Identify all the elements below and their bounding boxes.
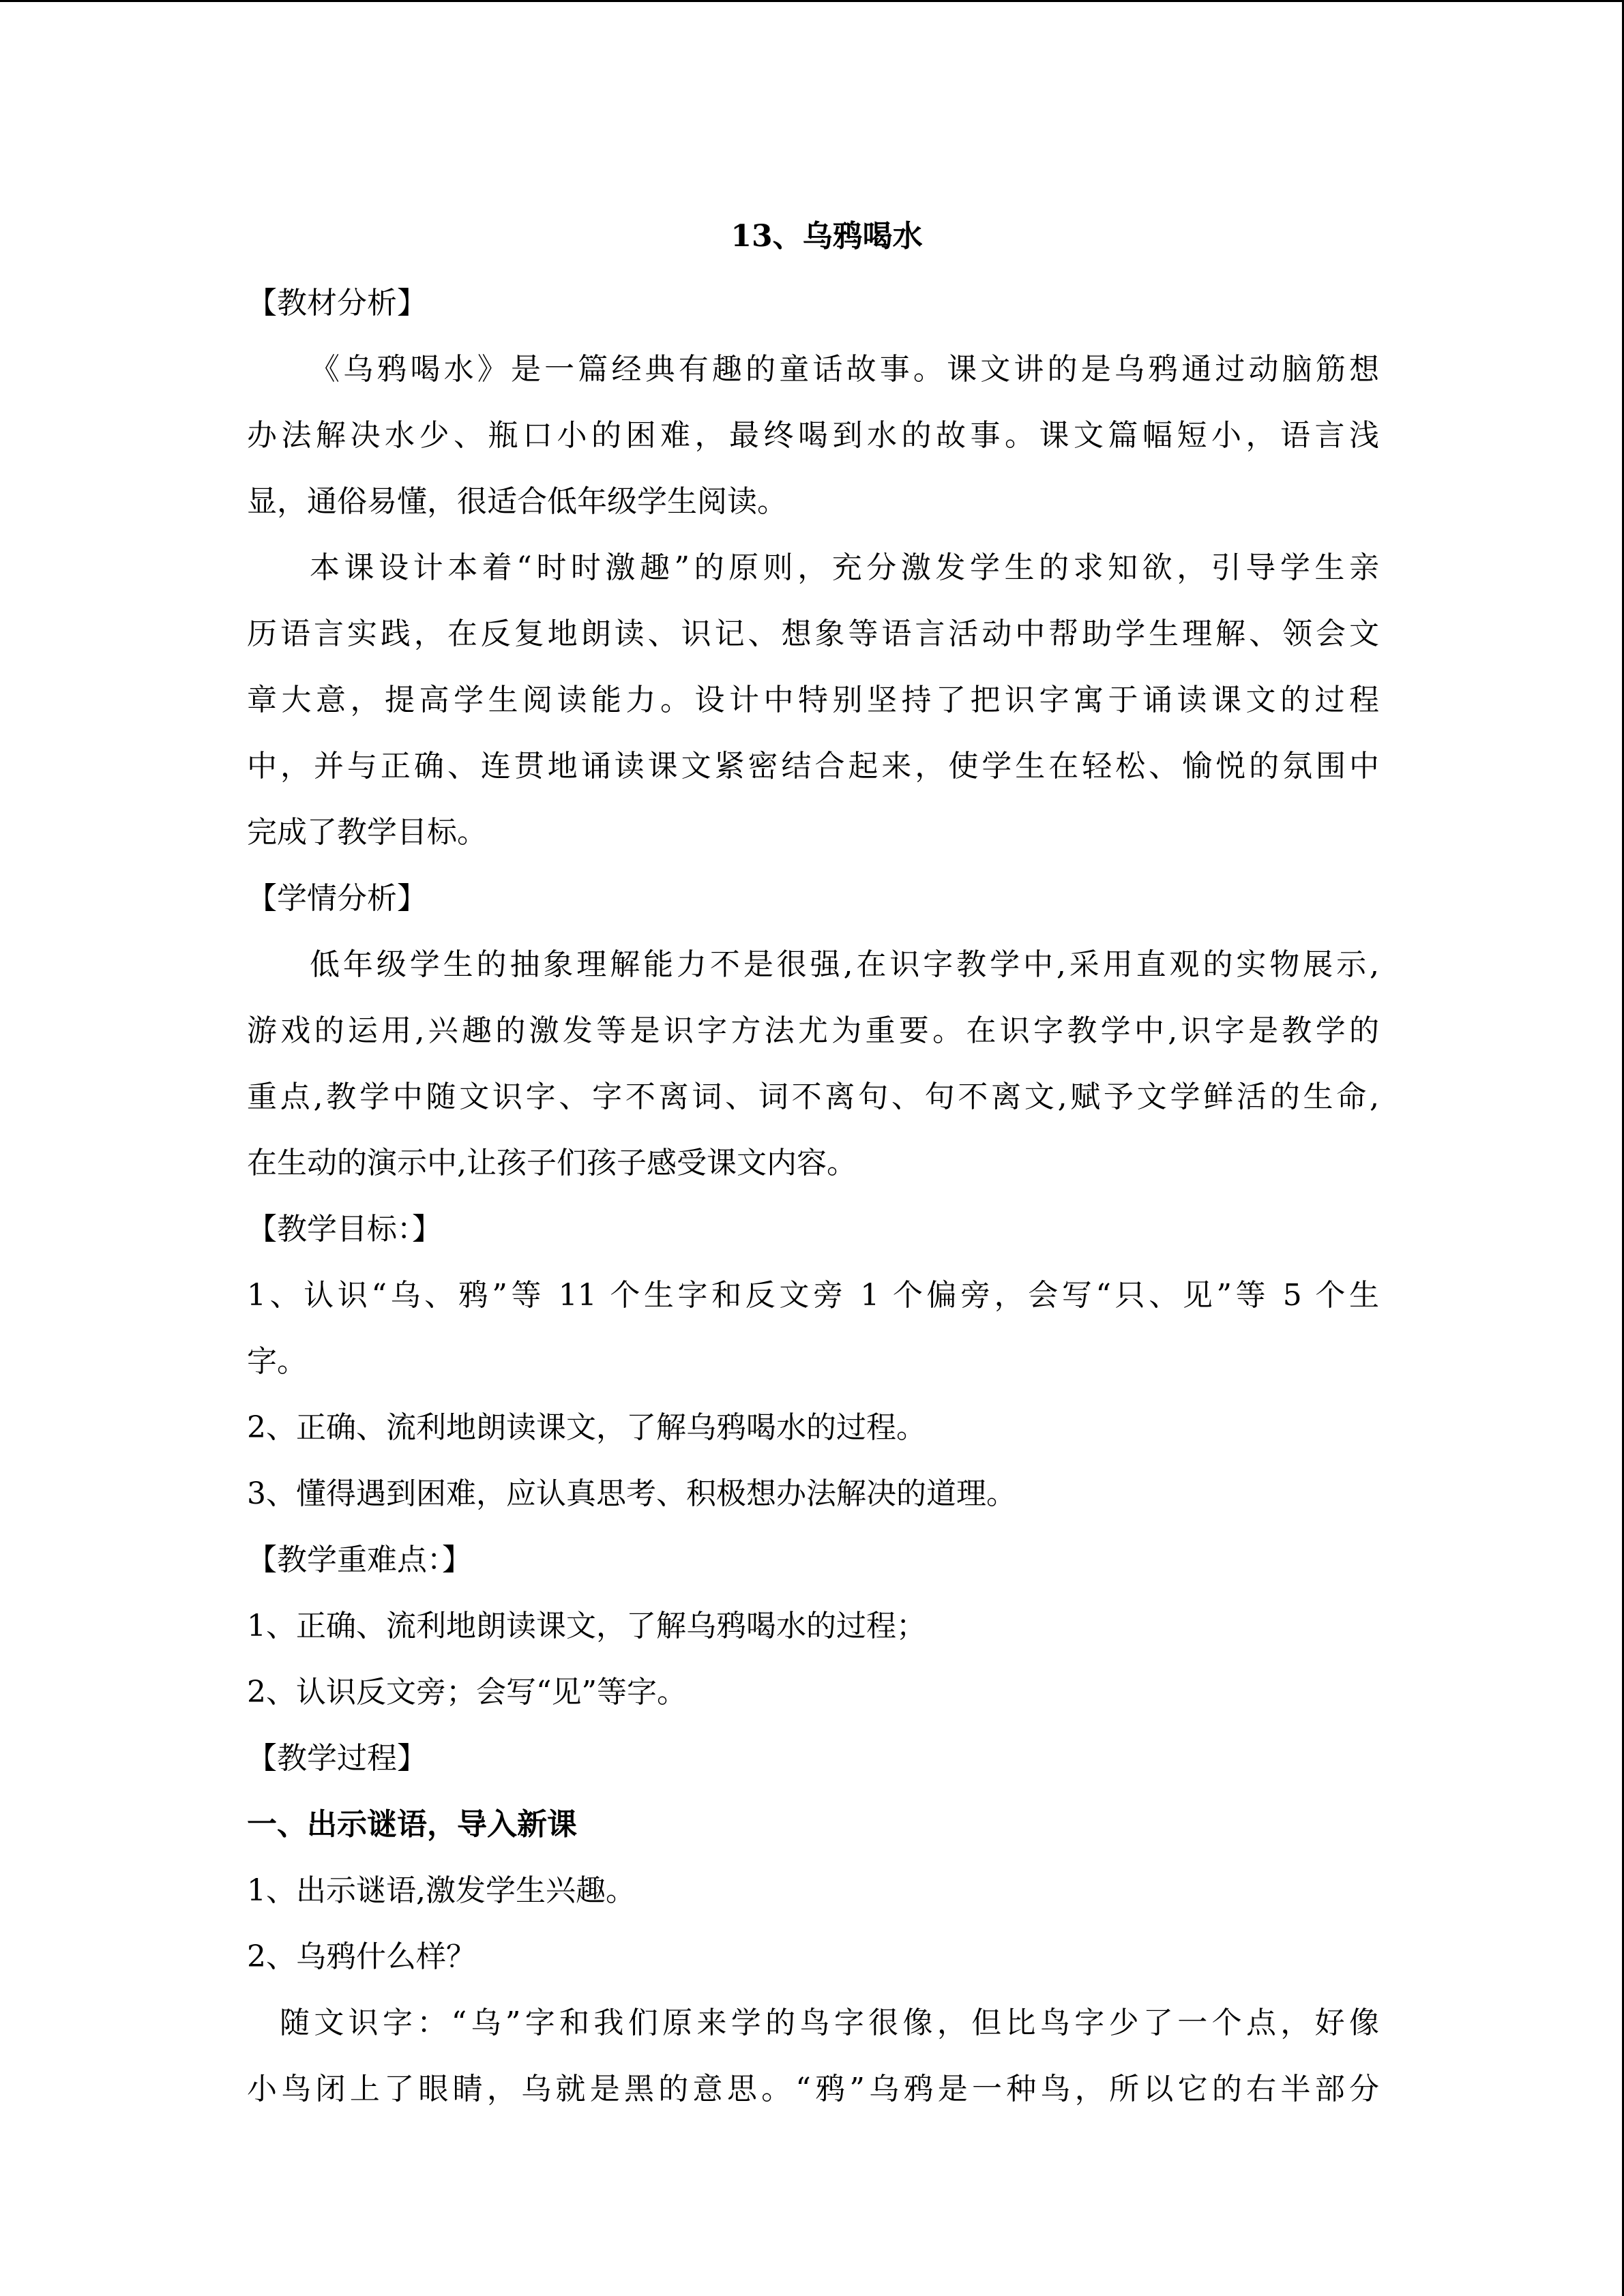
goal-item: 1、认识“乌、鸦”等 11 个生字和反文旁 1 个偏旁，会写“只、见”等 5 个生 (247, 1278, 1379, 1313)
section-heading-process: 【教学过程】 (247, 1741, 427, 1776)
paragraph-line: 完成了教学目标。 (247, 815, 487, 850)
paragraph-line: 中，并与正确、连贯地诵读课文紧密结合起来，使学生在轻松、愉悦的氛围中 (247, 749, 1379, 784)
paragraph-line: 重点,教学中随文识字、字不离词、词不离句、句不离文,赋予文学鲜活的生命, (247, 1079, 1379, 1114)
paragraph-line: 随文识字：“乌”字和我们原来学的鸟字很像，但比鸟字少了一个点，好像 (280, 2006, 1379, 2040)
paragraph-line: 在生动的演示中,让孩子们孩子感受课文内容。 (247, 1146, 857, 1180)
section-heading-students: 【学情分析】 (247, 881, 427, 916)
document-body (247, 203, 1379, 2122)
section-heading-key-points: 【教学重难点：】 (247, 1542, 472, 1577)
section-heading-goals: 【教学目标：】 (247, 1212, 442, 1247)
paragraph-line: 显，通俗易懂，很适合低年级学生阅读。 (247, 484, 787, 519)
paragraph-line: 游戏的运用,兴趣的激发等是识字方法尤为重要。在识字教学中,识字是教学的 (247, 1013, 1379, 1048)
step-heading: 一、出示谜语，导入新课 (247, 1807, 577, 1842)
step-item: 1、出示谜语,激发学生兴趣。 (247, 1873, 636, 1908)
step-item: 2、乌鸦什么样？ (247, 1939, 476, 1974)
paragraph-line: 低年级学生的抽象理解能力不是很强,在识字教学中,采用直观的实物展示, (310, 947, 1379, 982)
paragraph-line: 历语言实践，在反复地朗读、识记、想象等语言活动中帮助学生理解、领会文 (247, 616, 1379, 651)
paragraph-line: 办法解决水少、瓶口小的困难，最终喝到水的故事。课文篇幅短小，语言浅 (247, 418, 1379, 453)
goal-item: 2、正确、流利地朗读课文，了解乌鸦喝水的过程。 (247, 1410, 926, 1445)
key-point-item: 1、正确、流利地朗读课文，了解乌鸦喝水的过程； (247, 1609, 926, 1643)
paragraph-line: 小鸟闭上了眼睛，乌就是黑的意思。“鸦”乌鸦是一种鸟，所以它的右半部分 (247, 2072, 1379, 2106)
goal-item: 字。 (247, 1344, 307, 1379)
page-border-top (0, 0, 1624, 2)
document-title: 13、乌鸦喝水 (730, 219, 923, 254)
paragraph-line: 本课设计本着“时时激趣”的原则，充分激发学生的求知欲，引导学生亲 (310, 550, 1379, 585)
key-point-item: 2、认识反文旁；会写“见”等字。 (247, 1675, 687, 1710)
paragraph-line: 《乌鸦喝水》是一篇经典有趣的童话故事。课文讲的是乌鸦通过动脑筋想 (310, 352, 1379, 387)
section-heading-material: 【教材分析】 (247, 286, 427, 320)
goal-item: 3、懂得遇到困难，应认真思考、积极想办法解决的道理。 (247, 1476, 1016, 1511)
paragraph-line: 章大意，提高学生阅读能力。设计中特别坚持了把识字寓于诵读课文的过程 (247, 683, 1379, 717)
